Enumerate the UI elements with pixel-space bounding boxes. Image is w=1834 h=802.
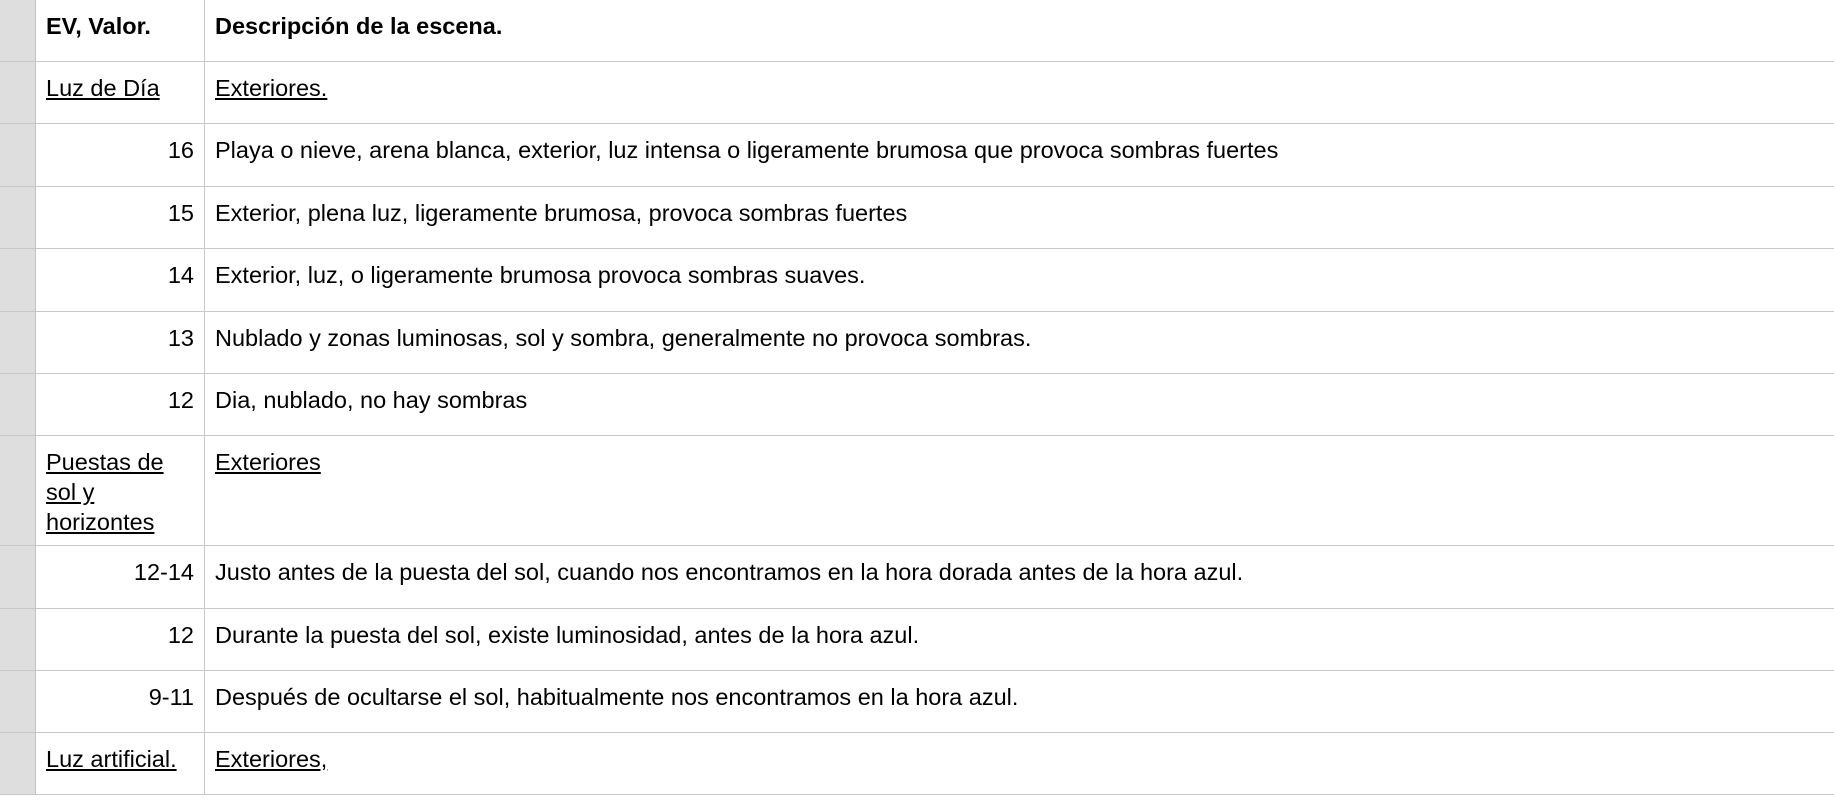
row-header[interactable] xyxy=(0,124,36,186)
description-cell[interactable]: Dia, nublado, no hay sombras xyxy=(215,387,528,413)
table-row xyxy=(0,124,1834,187)
ev-cell[interactable]: 14 xyxy=(36,249,205,311)
ev-cell[interactable]: Luz artificial. xyxy=(36,733,205,794)
row-header[interactable] xyxy=(0,62,36,123)
ev-cell[interactable]: 12-14 xyxy=(36,546,205,608)
header-row xyxy=(0,0,1834,62)
description-cell[interactable]: Durante la puesta del sol, existe luminosidad, antes de la hora azul. xyxy=(215,622,920,648)
row-header[interactable] xyxy=(0,249,36,311)
table-row xyxy=(0,671,1834,733)
row-header[interactable] xyxy=(0,733,36,794)
table-row xyxy=(0,733,1834,795)
table-row xyxy=(0,62,1834,124)
row-header[interactable] xyxy=(0,609,36,670)
ev-cell[interactable]: 16 xyxy=(36,124,205,186)
ev-cell[interactable]: Luz de Día xyxy=(36,62,205,123)
description-cell[interactable]: Exteriores. xyxy=(215,75,328,101)
table-row xyxy=(0,312,1834,374)
description-column-header[interactable]: Descripción de la escena. xyxy=(215,13,503,39)
description-cell[interactable]: Exterior, luz, o ligeramente brumosa provoca sombras suaves. xyxy=(215,262,866,288)
row-header[interactable] xyxy=(0,436,36,545)
table-row xyxy=(0,436,1834,546)
ev-cell[interactable]: 15 xyxy=(36,187,205,248)
table-row xyxy=(0,609,1834,671)
description-cell[interactable]: Exteriores xyxy=(215,449,321,475)
description-cell[interactable]: Justo antes de la puesta del sol, cuando nos encontramos en la hora dorada antes de la hora azul. xyxy=(215,559,1244,585)
row-header[interactable] xyxy=(0,0,36,61)
ev-column-header[interactable]: EV, Valor. xyxy=(36,0,205,61)
description-cell[interactable]: Playa o nieve, arena blanca, exterior, luz intensa o ligeramente brumosa que provoca sombras fuertes xyxy=(215,137,1279,163)
description-cell[interactable]: Exterior, plena luz, ligeramente brumosa, provoca sombras fuertes xyxy=(215,200,908,226)
table-row xyxy=(0,374,1834,436)
table-row xyxy=(0,546,1834,609)
row-header[interactable] xyxy=(0,374,36,435)
ev-cell[interactable]: 12 xyxy=(36,609,205,670)
description-cell[interactable]: Exteriores, xyxy=(215,746,328,772)
description-cell[interactable]: Nublado y zonas luminosas, sol y sombra, generalmente no provoca sombras. xyxy=(215,325,1032,351)
ev-cell[interactable]: 12 xyxy=(36,374,205,435)
table-row xyxy=(0,187,1834,249)
ev-cell[interactable]: 9-11 xyxy=(36,671,205,732)
table-row xyxy=(0,249,1834,312)
ev-cell[interactable]: 13 xyxy=(36,312,205,373)
row-header[interactable] xyxy=(0,546,36,608)
row-header[interactable] xyxy=(0,671,36,732)
ev-cell[interactable]: Puestas de sol y horizontes xyxy=(36,436,205,545)
description-cell[interactable]: Después de ocultarse el sol, habitualmente nos encontramos en la hora azul. xyxy=(215,684,1019,710)
row-header[interactable] xyxy=(0,312,36,373)
row-header[interactable] xyxy=(0,187,36,248)
